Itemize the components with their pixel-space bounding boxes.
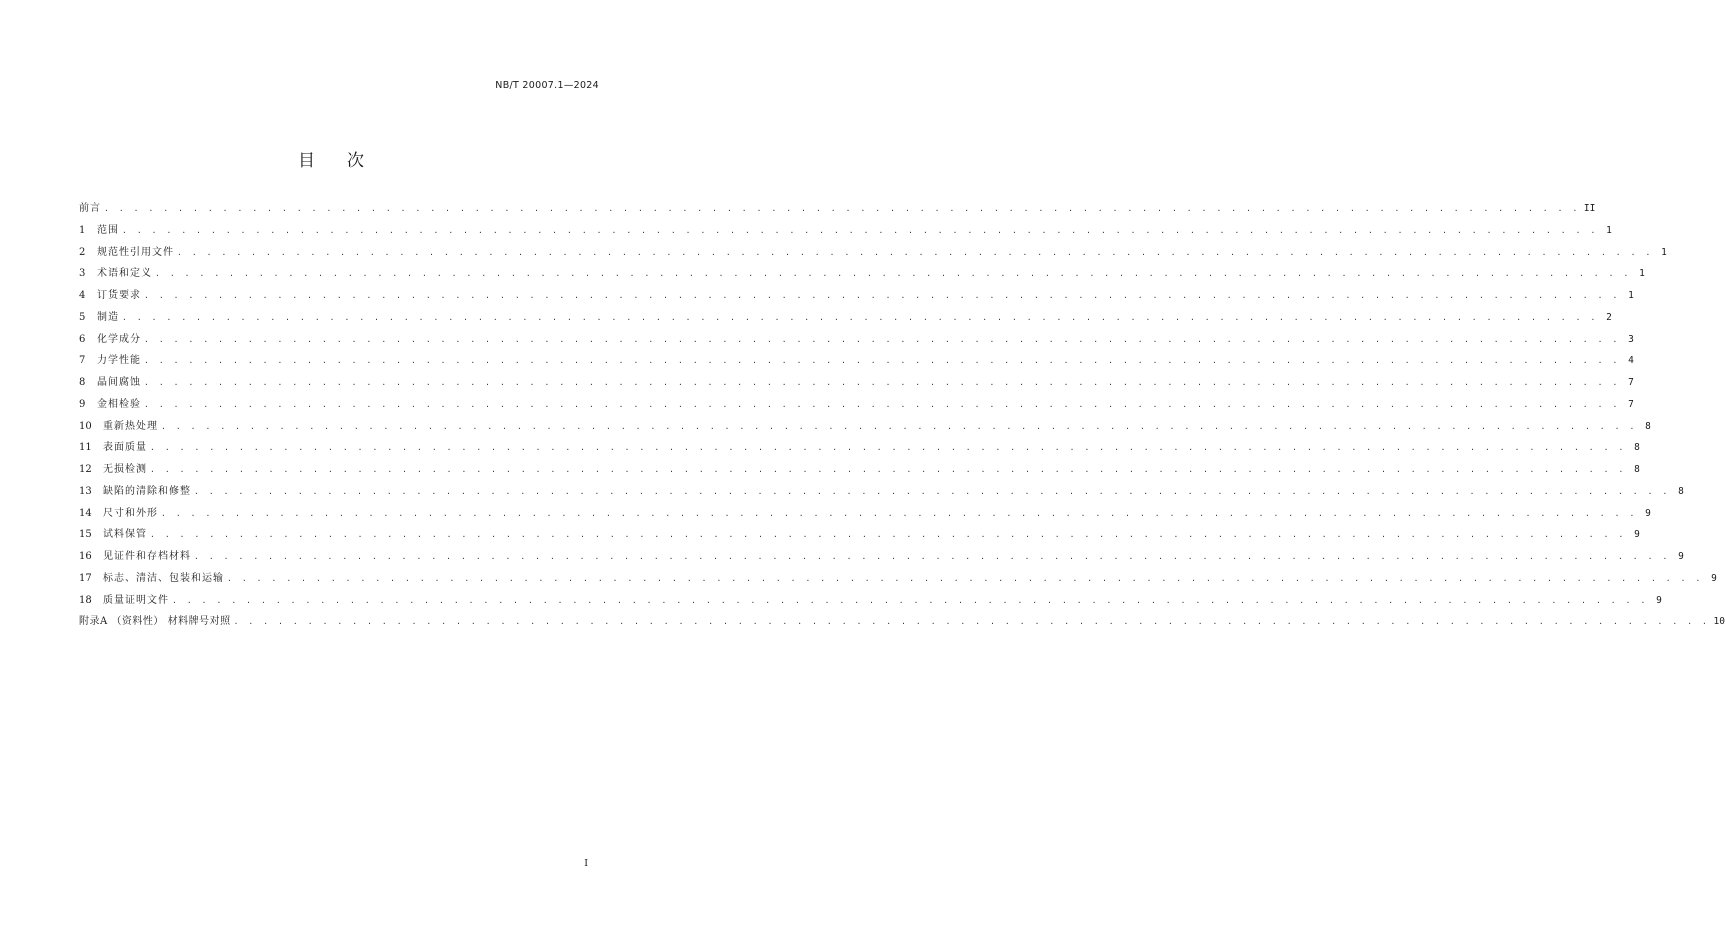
- toc-entry-label: 金相检验: [97, 398, 141, 410]
- toc-entry-label: 重新热处理: [103, 420, 158, 432]
- toc-entry-2[interactable]: [79, 243, 1667, 265]
- toc-entry-page: 9: [1645, 507, 1651, 519]
- toc-entry-number: 13: [79, 485, 92, 497]
- toc-entry-foreword[interactable]: [79, 199, 1596, 221]
- toc-entry-13[interactable]: [79, 482, 1684, 504]
- toc-entry-1[interactable]: [79, 221, 1612, 243]
- toc-entry-page: 1: [1606, 224, 1612, 236]
- toc-entry-9[interactable]: [79, 395, 1634, 417]
- toc-entry-number: 11: [79, 442, 92, 454]
- toc-entry-page: II: [1583, 203, 1596, 214]
- toc-entry-label: 标志、清洁、包装和运输: [103, 572, 224, 584]
- toc-leader-dots: . . . . . . . . . . . . . . . . . . . . . . . . . . . . . . . . . . . . . . . . . . . . . . . . . . . . . . . . . . . . . . . . . . . . . . . . . . . . . . . . . . . . . . . . . . . . . . . . . . . .: [161, 508, 1637, 518]
- toc-entry-number: 14: [79, 507, 92, 519]
- toc-entry-page: 1: [1661, 246, 1667, 258]
- toc-entry-number: 10: [79, 420, 92, 432]
- toc-leader-dots: . . . . . . . . . . . . . . . . . . . . . . . . . . . . . . . . . . . . . . . . . . . . . . . . . . . . . . . . . . . . . . . . . . . . . . . . . . . . . . . . . . . . . . . . . . . . . . . . . . . .: [150, 530, 1626, 540]
- toc-entry-label: 前言: [79, 203, 101, 214]
- toc-leader-dots: . . . . . . . . . . . . . . . . . . . . . . . . . . . . . . . . . . . . . . . . . . . . . . . . . . . . . . . . . . . . . . . . . . . . . . . . . . . . . . . . . . . . . . . . . . . . . . . . . . . .: [194, 486, 1670, 496]
- toc-entry-appendix-a[interactable]: [79, 612, 1725, 634]
- toc-entry-number: 15: [79, 529, 92, 541]
- toc-entry-label: 尺寸和外形: [103, 507, 158, 519]
- toc-entry-7[interactable]: [79, 351, 1634, 373]
- toc-entry-10[interactable]: [79, 417, 1651, 439]
- toc-leader-dots: . . . . . . . . . . . . . . . . . . . . . . . . . . . . . . . . . . . . . . . . . . . . . . . . . . . . . . . . . . . . . . . . . . . . . . . . . . . . . . . . . . . . . . . . . . . . . . . . . . . .: [144, 334, 1620, 344]
- page-number: I: [584, 858, 588, 869]
- toc-leader-dots: . . . . . . . . . . . . . . . . . . . . . . . . . . . . . . . . . . . . . . . . . . . . . . . . . . . . . . . . . . . . . . . . . . . . . . . . . . . . . . . . . . . . . . . . . . . . . . . . . . . .: [155, 269, 1631, 279]
- toc-entry-label: 表面质量: [103, 442, 147, 454]
- toc-entry-label: 术语和定义: [97, 268, 152, 280]
- toc-entry-page: 8: [1678, 485, 1684, 497]
- toc-entry-16[interactable]: [79, 547, 1684, 569]
- toc-entry-page: 8: [1634, 464, 1640, 475]
- toc-entry-page: 2: [1606, 311, 1612, 323]
- toc-entry-page: 9: [1634, 529, 1640, 541]
- toc-entry-number: 16: [79, 551, 92, 562]
- toc-entry-page: 7: [1628, 398, 1634, 410]
- toc-entry-page: 10: [1713, 616, 1725, 628]
- toc-entry-12[interactable]: [79, 460, 1640, 482]
- toc-entry-page: 7: [1628, 377, 1634, 388]
- toc-entry-label: 订货要求: [97, 290, 141, 301]
- toc-entry-3[interactable]: [79, 264, 1645, 286]
- toc-entry-label: 制造: [97, 311, 119, 323]
- toc-entry-page: 1: [1628, 290, 1634, 301]
- toc-leader-dots: . . . . . . . . . . . . . . . . . . . . . . . . . . . . . . . . . . . . . . . . . . . . . . . . . . . . . . . . . . . . . . . . . . . . . . . . . . . . . . . . . . . . . . . . . . . . . . . . . . . .: [177, 247, 1653, 257]
- toc-leader-dots: . . . . . . . . . . . . . . . . . . . . . . . . . . . . . . . . . . . . . . . . . . . . . . . . . . . . . . . . . . . . . . . . . . . . . . . . . . . . . . . . . . . . . . . . . . . . . . . . . . . .: [150, 443, 1626, 453]
- toc-entry-number: 8: [79, 377, 86, 388]
- toc-leader-dots: . . . . . . . . . . . . . . . . . . . . . . . . . . . . . . . . . . . . . . . . . . . . . . . . . . . . . . . . . . . . . . . . . . . . . . . . . . . . . . . . . . . . . . . . . . . . . . . . . . . .: [161, 421, 1637, 431]
- toc-entry-number: 18: [79, 594, 92, 606]
- table-of-contents: [79, 199, 1725, 634]
- toc-entry-15[interactable]: [79, 525, 1640, 547]
- toc-entry-number: 4: [79, 290, 86, 301]
- toc-entry-number: 9: [79, 398, 86, 410]
- standard-code: NB/T 20007.1—2024: [495, 80, 599, 91]
- toc-entry-page: 4: [1628, 355, 1634, 367]
- toc-entry-label: 范围: [97, 224, 119, 236]
- toc-entry-number: 3: [79, 268, 86, 280]
- toc-entry-11[interactable]: [79, 438, 1640, 460]
- toc-entry-number: 17: [79, 572, 92, 584]
- toc-leader-dots: . . . . . . . . . . . . . . . . . . . . . . . . . . . . . . . . . . . . . . . . . . . . . . . . . . . . . . . . . . . . . . . . . . . . . . . . . . . . . . . . . . . . . . . . . . . . . . . . . . . .: [144, 399, 1620, 409]
- toc-entry-number: 1: [79, 224, 86, 236]
- toc-entry-label: 化学成分: [97, 333, 141, 345]
- toc-entry-6[interactable]: [79, 330, 1634, 352]
- toc-leader-dots: . . . . . . . . . . . . . . . . . . . . . . . . . . . . . . . . . . . . . . . . . . . . . . . . . . . . . . . . . . . . . . . . . . . . . . . . . . . . . . . . . . . . . . . . . . . . . . . . . . . .: [150, 465, 1626, 474]
- toc-entry-number: 6: [79, 333, 86, 345]
- toc-leader-dots: . . . . . . . . . . . . . . . . . . . . . . . . . . . . . . . . . . . . . . . . . . . . . . . . . . . . . . . . . . . . . . . . . . . . . . . . . . . . . . . . . . . . . . . . . . . . . . . . . . . .: [144, 378, 1620, 387]
- toc-leader-dots: . . . . . . . . . . . . . . . . . . . . . . . . . . . . . . . . . . . . . . . . . . . . . . . . . . . . . . . . . . . . . . . . . . . . . . . . . . . . . . . . . . . . . . . . . . . . . . . . . . . .: [104, 204, 1580, 213]
- toc-entry-number: 2: [79, 246, 86, 258]
- toc-leader-dots: . . . . . . . . . . . . . . . . . . . . . . . . . . . . . . . . . . . . . . . . . . . . . . . . . . . . . . . . . . . . . . . . . . . . . . . . . . . . . . . . . . . . . . . . . . . . . . . . . . . .: [172, 595, 1648, 605]
- toc-entry-page: 3: [1628, 333, 1634, 345]
- toc-entry-number: 5: [79, 311, 86, 323]
- toc-entry-label: 规范性引用文件: [97, 246, 174, 258]
- toc-leader-dots: . . . . . . . . . . . . . . . . . . . . . . . . . . . . . . . . . . . . . . . . . . . . . . . . . . . . . . . . . . . . . . . . . . . . . . . . . . . . . . . . . . . . . . . . . . . . . . . . . . . .: [122, 312, 1598, 322]
- toc-entry-label: 试料保管: [103, 529, 147, 541]
- toc-entry-page: 8: [1645, 420, 1651, 432]
- toc-entry-17[interactable]: [79, 569, 1717, 591]
- toc-leader-dots: . . . . . . . . . . . . . . . . . . . . . . . . . . . . . . . . . . . . . . . . . . . . . . . . . . . . . . . . . . . . . . . . . . . . . . . . . . . . . . . . . . . . . . . . . . . . . . . . . . . .: [144, 291, 1620, 300]
- toc-entry-label: 力学性能: [97, 355, 141, 367]
- page-title: 目次: [298, 151, 396, 171]
- toc-entry-label: 见证件和存档材料: [103, 551, 191, 562]
- toc-leader-dots: . . . . . . . . . . . . . . . . . . . . . . . . . . . . . . . . . . . . . . . . . . . . . . . . . . . . . . . . . . . . . . . . . . . . . . . . . . . . . . . . . . . . . . . . . . . . . . . . . . . .: [194, 552, 1670, 561]
- toc-entry-number: 7: [79, 355, 86, 367]
- toc-entry-label: 无损检测: [103, 464, 147, 475]
- toc-entry-label: 质量证明文件: [103, 594, 169, 606]
- toc-entry-page: 1: [1639, 268, 1645, 280]
- toc-leader-dots: . . . . . . . . . . . . . . . . . . . . . . . . . . . . . . . . . . . . . . . . . . . . . . . . . . . . . . . . . . . . . . . . . . . . . . . . . . . . . . . . . . . . . . . . . . . . . . . . . . . .: [227, 573, 1703, 583]
- toc-entry-page: 8: [1634, 442, 1640, 454]
- toc-entry-8[interactable]: [79, 373, 1634, 395]
- toc-entry-page: 9: [1711, 572, 1717, 584]
- toc-entry-5[interactable]: [79, 308, 1612, 330]
- toc-entry-18[interactable]: [79, 591, 1662, 613]
- toc-entry-page: 9: [1656, 594, 1662, 606]
- toc-leader-dots: . . . . . . . . . . . . . . . . . . . . . . . . . . . . . . . . . . . . . . . . . . . . . . . . . . . . . . . . . . . . . . . . . . . . . . . . . . . . . . . . . . . . . . . . . . . . . . . . . . . .: [144, 356, 1620, 366]
- toc-entry-page: 9: [1678, 551, 1684, 562]
- toc-entry-label: 晶间腐蚀: [97, 377, 141, 388]
- toc-leader-dots: . . . . . . . . . . . . . . . . . . . . . . . . . . . . . . . . . . . . . . . . . . . . . . . . . . . . . . . . . . . . . . . . . . . . . . . . . . . . . . . . . . . . . . . . . . . . . . . . . . . .: [122, 225, 1598, 235]
- toc-entry-number: 12: [79, 464, 92, 475]
- toc-entry-label: 缺陷的清除和修整: [103, 485, 191, 497]
- toc-entry-label: 附录A （资料性） 材料牌号对照: [79, 616, 231, 628]
- toc-entry-4[interactable]: [79, 286, 1634, 308]
- toc-entry-14[interactable]: [79, 504, 1651, 526]
- toc-leader-dots: . . . . . . . . . . . . . . . . . . . . . . . . . . . . . . . . . . . . . . . . . . . . . . . . . . . . . . . . . . . . . . . . . . . . . . . . . . . . . . . . . . . . . . . . . . . . . . . . . . . .: [233, 617, 1710, 627]
